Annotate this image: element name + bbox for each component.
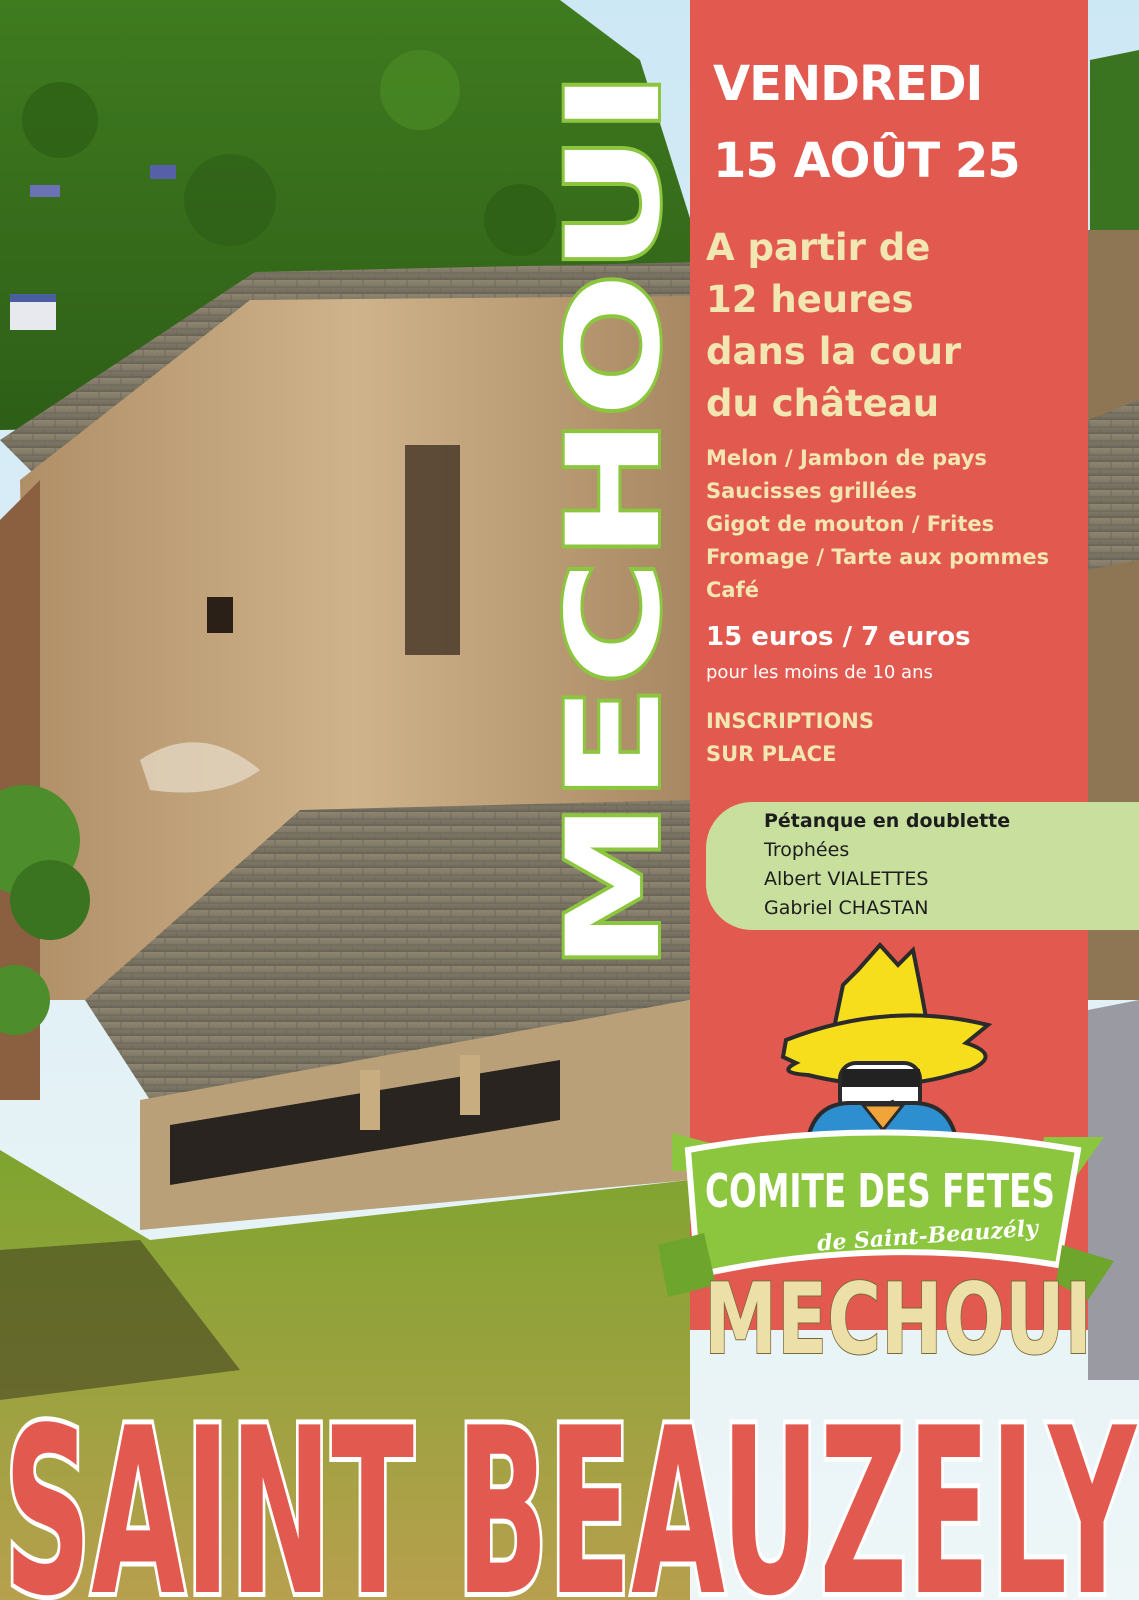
- bottom-titles: [0, 1258, 1139, 1600]
- time-place-line-3: dans la cour: [706, 330, 962, 373]
- menu-item: Gigot de mouton / Frites: [706, 512, 995, 536]
- bottom-event-title: MECHOUI: [704, 1263, 1092, 1377]
- event-date: 15 AOÛT 25: [713, 133, 1020, 189]
- vertical-title: [540, 65, 689, 977]
- petanque-line-3: Gabriel CHASTAN: [764, 897, 929, 919]
- inscriptions-line-2: SUR PLACE: [706, 742, 837, 766]
- inscriptions-line-1: INSCRIPTIONS: [706, 709, 874, 733]
- menu-item: Melon / Jambon de pays: [706, 446, 987, 470]
- comite-subtitle: de Saint-Beauzély: [816, 1215, 1039, 1257]
- comite-name: COMITE DES FETES: [705, 1164, 1055, 1218]
- inscriptions: [706, 705, 874, 771]
- time-place-line-4: du château: [706, 382, 940, 425]
- menu-item: Fromage / Tarte aux pommes: [706, 545, 1050, 569]
- petanque-title: Pétanque en doublette: [764, 810, 1011, 832]
- time-place-line-1: A partir de: [706, 226, 931, 269]
- menu-item: Café: [706, 578, 759, 602]
- menu-item: Saucisses grillées: [706, 479, 917, 503]
- petanque-line-1: Trophées: [764, 839, 850, 861]
- event-day: VENDREDI: [713, 56, 983, 112]
- price: 15 euros / 7 euros: [706, 622, 971, 652]
- menu-list: [706, 442, 1049, 607]
- time-place-line-2: 12 heures: [706, 278, 914, 321]
- price-note: pour les moins de 10 ans: [706, 662, 933, 683]
- town-name: SAINT BEAUZELY: [4, 1380, 1138, 1600]
- petanque-line-2: Albert VIALETTES: [764, 868, 929, 890]
- vertical-title-text: MECHOUI: [540, 294, 689, 971]
- petanque-box: [706, 802, 1139, 930]
